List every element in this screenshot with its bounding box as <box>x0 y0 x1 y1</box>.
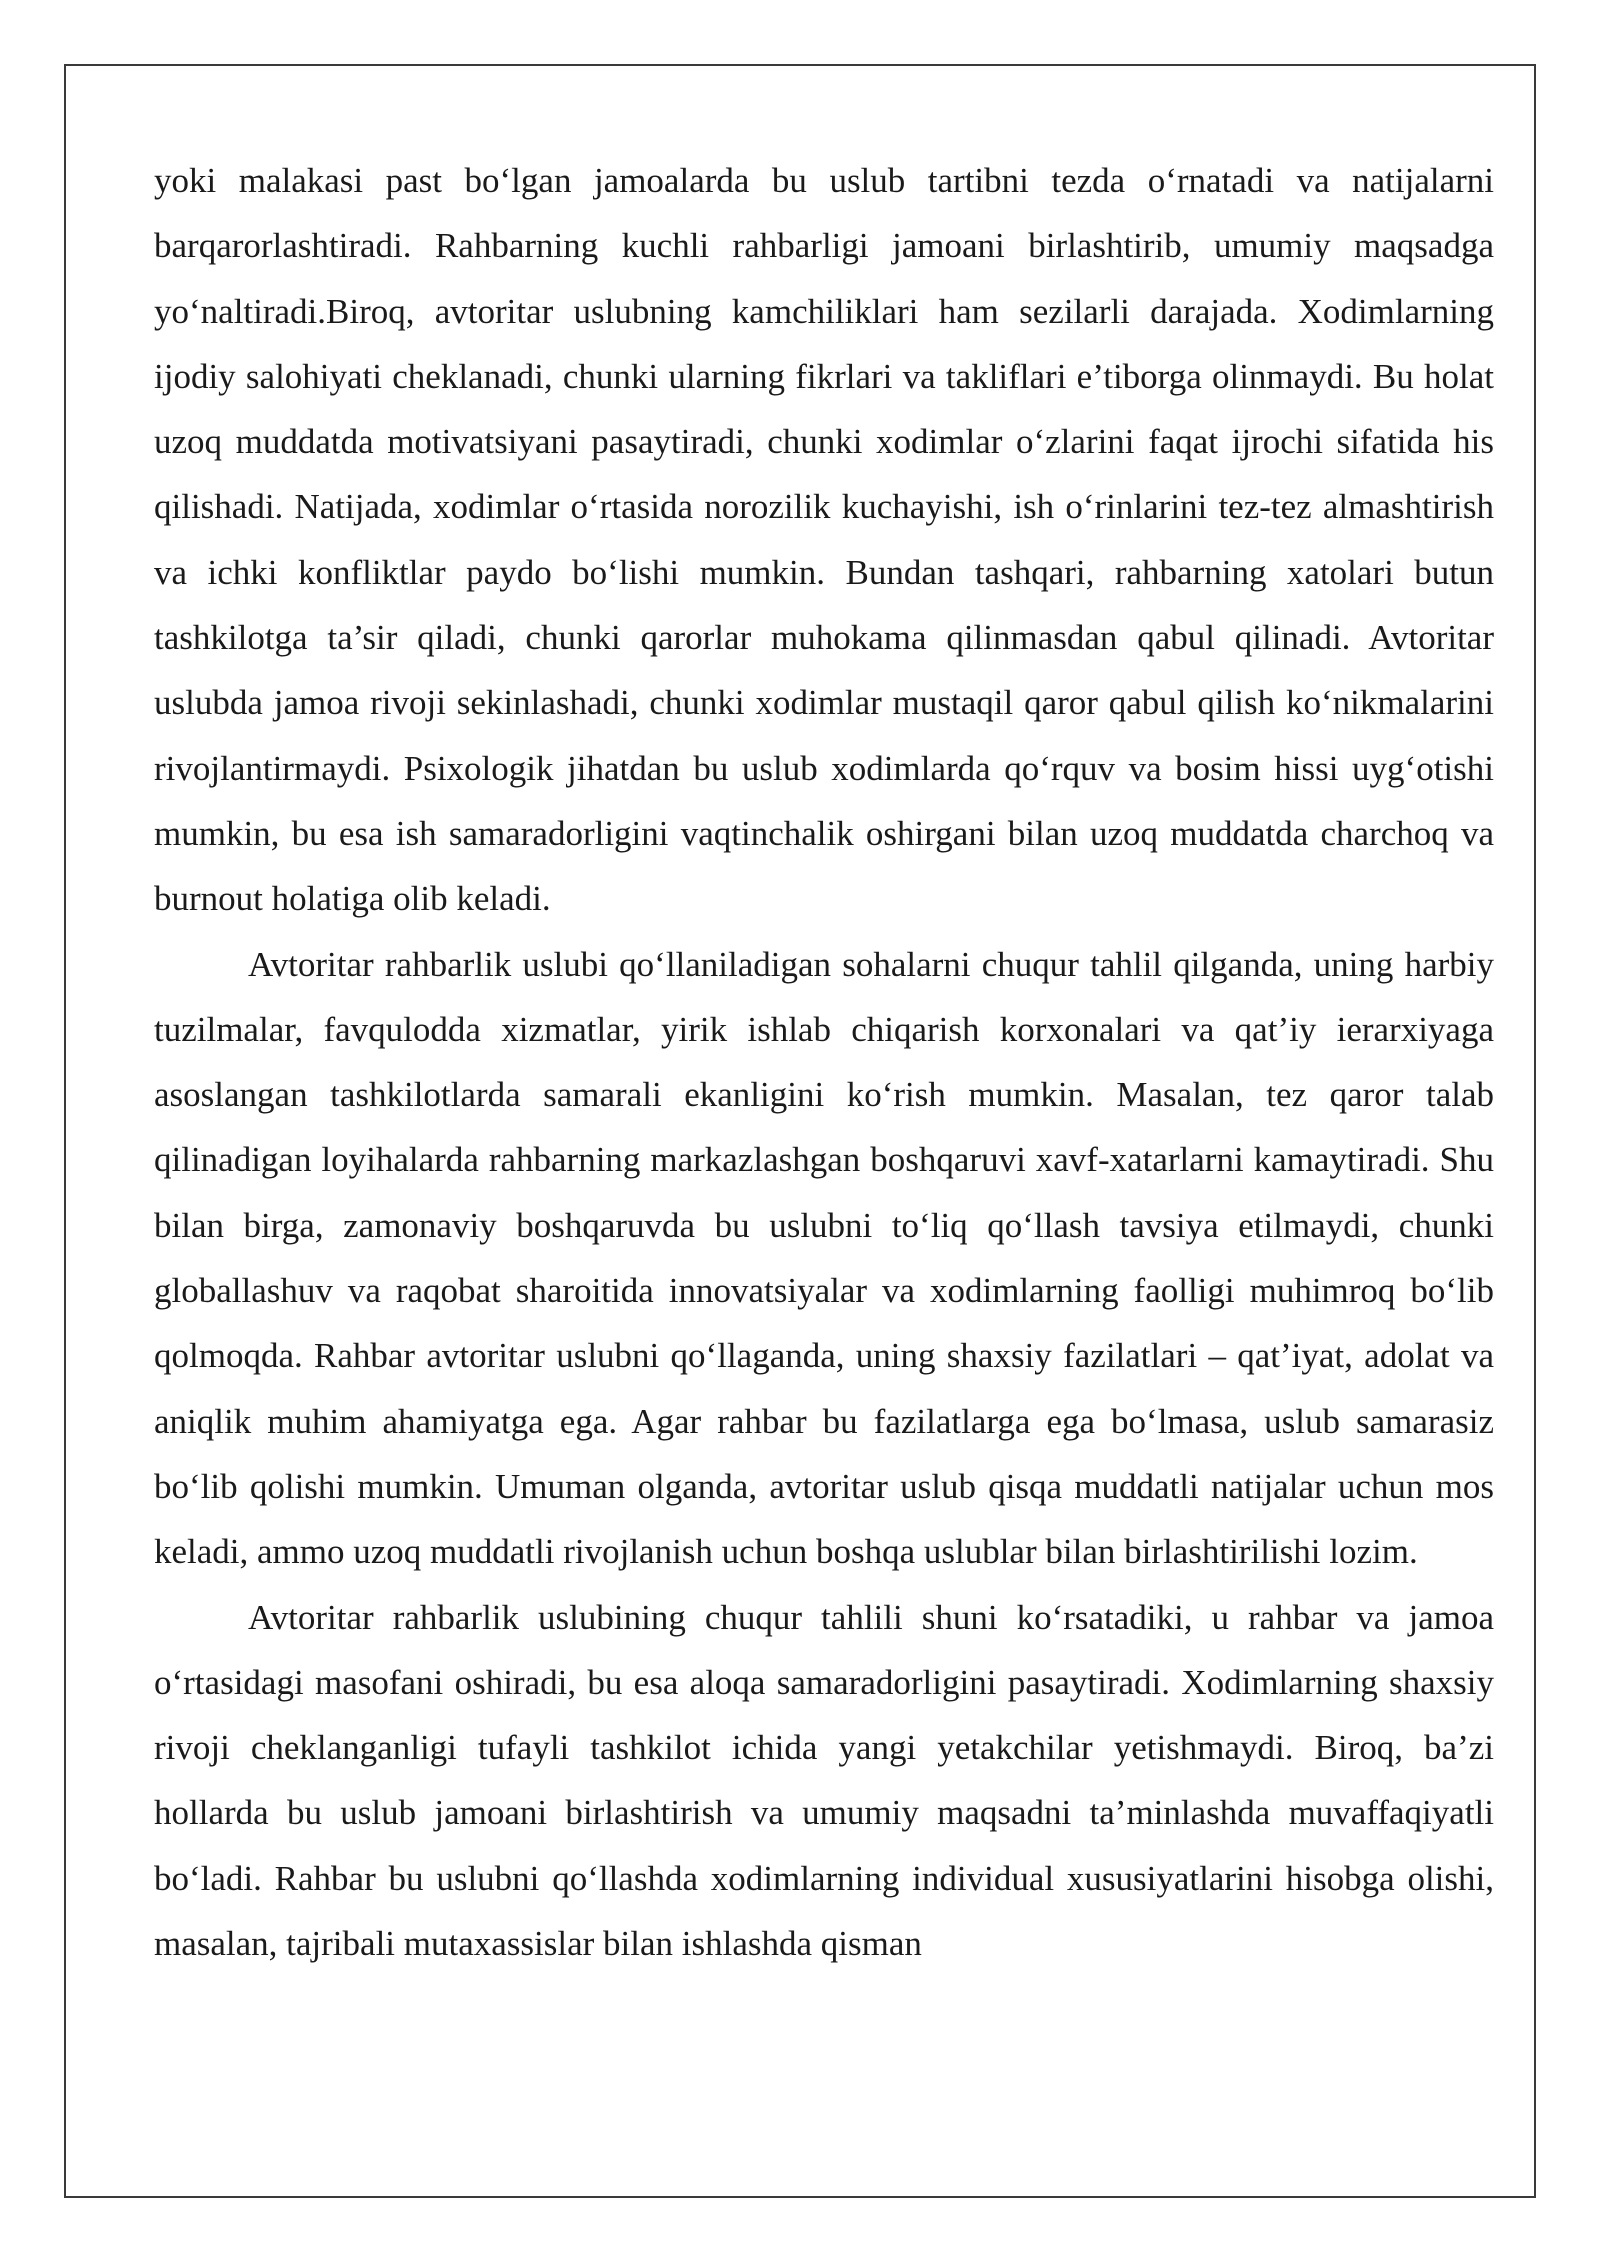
paragraph-deep-analysis: Avtoritar rahbarlik uslubining chuqur tahlili shuni koʻrsatadiki, u rahbar va jamoa oʻrtasidagi masofani oshiradi, bu esa aloqa samaradorligini pasaytiradi. Xodimlarning shaxsiy rivoji cheklanganligi tufayli tashkilot ichida yangi yetakchilar yetishmaydi. Biroq, ba’zi hollarda bu uslub jamoani birlashtirish va umumiy maqsadni ta’minlashda muvaffaqiyatli boʻladi. Rahbar bu uslubni qoʻllashda xodimlarning individual xususiyatlarini hisobga olishi, masalan, tajribali mutaxassislar bilan ishlashda qisman <box>154 1597 1494 1964</box>
document-body <box>154 148 1494 1976</box>
paragraph-application-areas: Avtoritar rahbarlik uslubi qoʻllaniladigan sohalarni chuqur tahlil qilganda, uning harbiy tuzilmalar, favqulodda xizmatlar, yirik ishlab chiqarish korxonalari va qat’iy ierarxiyaga asoslangan tashkilotlarda samarali ekanligini koʻrish mumkin. Masalan, tez qaror talab qilinadigan loyihalarda rahbarning markazlashgan boshqaruvi xavf-xatarlarni kamaytiradi. Shu bilan birga, zamonaviy boshqaruvda bu uslubni toʻliq qoʻllash tavsiya etilmaydi, chunki globallashuv va raqobat sharoitida innovatsiyalar va xodimlarning faolligi muhimroq boʻlib qolmoqda. Rahbar avtoritar uslubni qoʻllaganda, uning shaxsiy fazilatlari – qat’iyat, adolat va aniqlik muhim ahamiyatga ega. Agar rahbar bu fazilatlarga ega boʻlmasa, uslub samarasiz boʻlib qolishi mumkin. Umuman olganda, avtoritar uslub qisqa muddatli natijalar uchun mos keladi, ammo uzoq muddatli rivojlanish uchun boshqa uslublar bilan birlashtirilishi lozim. <box>154 944 1494 1572</box>
paragraph-continued: yoki malakasi past boʻlgan jamoalarda bu uslub tartibni tezda oʻrnatadi va natijalarni barqarorlashtiradi. Rahbarning kuchli rahbarligi jamoani birlashtirib, umumiy maqsadga yoʻnaltiradi.Biroq, avtoritar uslubning kamchiliklari ham sezilarli darajada. Xodimlarning ijodiy salohiyati cheklanadi, chunki ularning fikrlari va takliflari e’tiborga olinmaydi. Bu holat uzoq muddatda motivatsiyani pasaytiradi, chunki xodimlar oʻzlarini faqat ijrochi sifatida his qilishadi. Natijada, xodimlar oʻrtasida norozilik kuchayishi, ish oʻrinlarini tez-tez almashtirish va ichki konfliktlar paydo boʻlishi mumkin. Bundan tashqari, rahbarning xatolari butun tashkilotga ta’sir qiladi, chunki qarorlar muhokama qilinmasdan qabul qilinadi. Avtoritar uslubda jamoa rivoji sekinlashadi, chunki xodimlar mustaqil qaror qabul qilish koʻnikmalarini rivojlantirmaydi. Psixologik jihatdan bu uslub xodimlarda qoʻrquv va bosim hissi uygʻotishi mumkin, bu esa ish samaradorligini vaqtinchalik oshirgani bilan uzoq muddatda charchoq va burnout holatiga olib keladi. <box>154 161 1494 919</box>
